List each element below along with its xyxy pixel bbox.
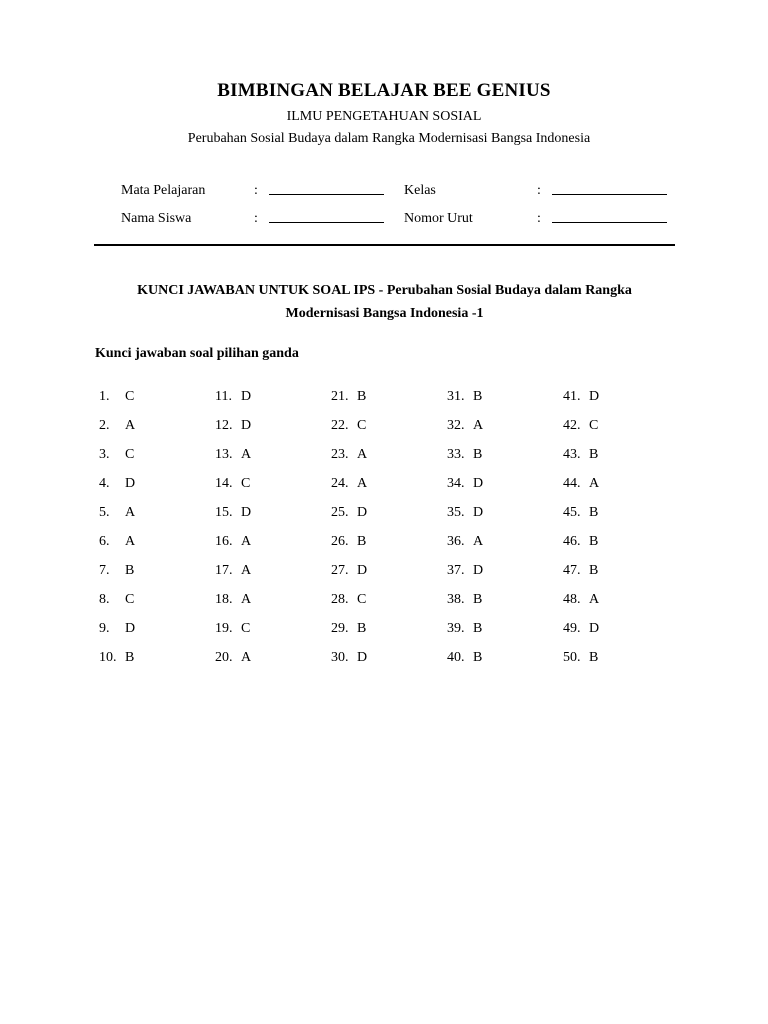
answer-choice: B bbox=[473, 621, 483, 636]
answer-grid bbox=[99, 388, 679, 678]
answer-choice: B bbox=[357, 389, 367, 404]
answer-choice: D bbox=[241, 389, 252, 404]
answer-number: 45. bbox=[563, 505, 581, 520]
answer-number: 34. bbox=[447, 476, 465, 491]
answer-number: 29. bbox=[331, 621, 349, 636]
answer-choice: A bbox=[589, 476, 600, 491]
blank-line bbox=[552, 194, 667, 195]
answer-number: 4. bbox=[99, 476, 110, 491]
subject-line: ILMU PENGETAHUAN SOSIAL bbox=[286, 109, 482, 124]
answer-number: 17. bbox=[215, 563, 233, 578]
answer-number: 3. bbox=[99, 447, 110, 462]
blank-line bbox=[552, 222, 667, 223]
answer-number: 27. bbox=[331, 563, 349, 578]
answer-choice: B bbox=[589, 447, 599, 462]
field-label: Nomor Urut bbox=[404, 211, 473, 226]
answer-number: 44. bbox=[563, 476, 581, 491]
answer-number: 13. bbox=[215, 447, 233, 462]
answer-choice: B bbox=[589, 534, 599, 549]
answer-choice: A bbox=[125, 534, 136, 549]
field-kelas bbox=[404, 182, 674, 200]
answer-choice: B bbox=[357, 621, 367, 636]
answer-choice: D bbox=[357, 563, 368, 578]
topic-line: Perubahan Sosial Budaya dalam Rangka Modernisasi Bangsa Indonesia bbox=[187, 131, 591, 146]
answer-choice: A bbox=[241, 447, 252, 462]
answer-choice: B bbox=[125, 563, 135, 578]
answer-number: 19. bbox=[215, 621, 233, 636]
field-colon: : bbox=[254, 183, 258, 198]
answer-number: 9. bbox=[99, 621, 110, 636]
answer-choice: C bbox=[125, 447, 135, 462]
answer-number: 33. bbox=[447, 447, 465, 462]
answer-number: 30. bbox=[331, 650, 349, 665]
answer-number: 39. bbox=[447, 621, 465, 636]
field-colon: : bbox=[537, 211, 541, 226]
answer-choice: D bbox=[473, 505, 484, 520]
answer-choice: C bbox=[241, 476, 251, 491]
answer-number: 10. bbox=[99, 650, 117, 665]
answer-number: 50. bbox=[563, 650, 581, 665]
answer-number: 24. bbox=[331, 476, 349, 491]
answer-choice: D bbox=[473, 476, 484, 491]
answer-number: 26. bbox=[331, 534, 349, 549]
answer-choice: A bbox=[357, 447, 368, 462]
answer-choice: D bbox=[589, 389, 600, 404]
answer-choice: D bbox=[125, 621, 136, 636]
heading-line-1: KUNCI JAWABAN UNTUK SOAL IPS - Perubahan Sosial Budaya dalam Rangka bbox=[137, 283, 632, 298]
answer-choice: C bbox=[589, 418, 599, 433]
answer-number: 41. bbox=[563, 389, 581, 404]
header-divider bbox=[94, 244, 675, 246]
answer-choice: A bbox=[473, 418, 484, 433]
answer-number: 49. bbox=[563, 621, 581, 636]
answer-number: 1. bbox=[99, 389, 110, 404]
answer-number: 47. bbox=[563, 563, 581, 578]
answer-choice: B bbox=[357, 534, 367, 549]
answer-choice: B bbox=[473, 592, 483, 607]
answer-choice: B bbox=[125, 650, 135, 665]
answer-number: 16. bbox=[215, 534, 233, 549]
field-label: Nama Siswa bbox=[121, 211, 192, 226]
answer-number: 2. bbox=[99, 418, 110, 433]
page-title: BIMBINGAN BELAJAR BEE GENIUS bbox=[217, 80, 551, 101]
answer-number: 42. bbox=[563, 418, 581, 433]
answer-choice: A bbox=[241, 592, 252, 607]
answer-choice: D bbox=[357, 650, 368, 665]
answer-number: 38. bbox=[447, 592, 465, 607]
field-colon: : bbox=[254, 211, 258, 226]
answer-number: 48. bbox=[563, 592, 581, 607]
answer-number: 36. bbox=[447, 534, 465, 549]
field-colon: : bbox=[537, 183, 541, 198]
answer-choice: A bbox=[357, 476, 368, 491]
answer-number: 28. bbox=[331, 592, 349, 607]
heading-line-2: Modernisasi Bangsa Indonesia -1 bbox=[285, 306, 484, 321]
answer-number: 35. bbox=[447, 505, 465, 520]
answer-number: 40. bbox=[447, 650, 465, 665]
answer-choice: C bbox=[241, 621, 251, 636]
answer-choice: B bbox=[473, 650, 483, 665]
field-label: Mata Pelajaran bbox=[121, 183, 206, 198]
answer-number: 25. bbox=[331, 505, 349, 520]
answer-choice: C bbox=[357, 592, 367, 607]
answer-choice: A bbox=[241, 650, 252, 665]
blank-line bbox=[269, 194, 384, 195]
answer-number: 18. bbox=[215, 592, 233, 607]
field-mata-pelajaran bbox=[121, 182, 391, 200]
answer-choice: D bbox=[357, 505, 368, 520]
blank-line bbox=[269, 222, 384, 223]
answer-number: 32. bbox=[447, 418, 465, 433]
answer-number: 7. bbox=[99, 563, 110, 578]
answer-choice: A bbox=[125, 505, 136, 520]
answer-choice: A bbox=[241, 534, 252, 549]
answer-number: 15. bbox=[215, 505, 233, 520]
answer-number: 12. bbox=[215, 418, 233, 433]
answer-number: 21. bbox=[331, 389, 349, 404]
answer-choice: C bbox=[357, 418, 367, 433]
answer-number: 14. bbox=[215, 476, 233, 491]
answer-key-heading bbox=[94, 279, 675, 325]
answer-number: 5. bbox=[99, 505, 110, 520]
answer-choice: A bbox=[125, 418, 136, 433]
answer-choice: C bbox=[125, 592, 135, 607]
answer-number: 43. bbox=[563, 447, 581, 462]
answer-number: 11. bbox=[215, 389, 232, 404]
answer-number: 46. bbox=[563, 534, 581, 549]
answer-choice: D bbox=[125, 476, 136, 491]
answer-choice: B bbox=[473, 389, 483, 404]
answer-number: 8. bbox=[99, 592, 110, 607]
answer-choice: A bbox=[589, 592, 600, 607]
section-label: Kunci jawaban soal pilihan ganda bbox=[95, 346, 299, 361]
answer-choice: A bbox=[473, 534, 484, 549]
answer-choice: A bbox=[241, 563, 252, 578]
field-label: Kelas bbox=[404, 183, 436, 198]
answer-choice: B bbox=[589, 650, 599, 665]
answer-number: 6. bbox=[99, 534, 110, 549]
answer-number: 23. bbox=[331, 447, 349, 462]
answer-choice: D bbox=[241, 418, 252, 433]
answer-number: 20. bbox=[215, 650, 233, 665]
answer-choice: B bbox=[589, 563, 599, 578]
answer-choice: D bbox=[473, 563, 484, 578]
answer-choice: D bbox=[589, 621, 600, 636]
answer-choice: B bbox=[473, 447, 483, 462]
answer-choice: B bbox=[589, 505, 599, 520]
answer-number: 22. bbox=[331, 418, 349, 433]
answer-number: 37. bbox=[447, 563, 465, 578]
answer-choice: D bbox=[241, 505, 252, 520]
field-nama-siswa bbox=[121, 210, 391, 228]
answer-number: 31. bbox=[447, 389, 465, 404]
field-nomor-urut bbox=[404, 210, 674, 228]
answer-choice: C bbox=[125, 389, 135, 404]
